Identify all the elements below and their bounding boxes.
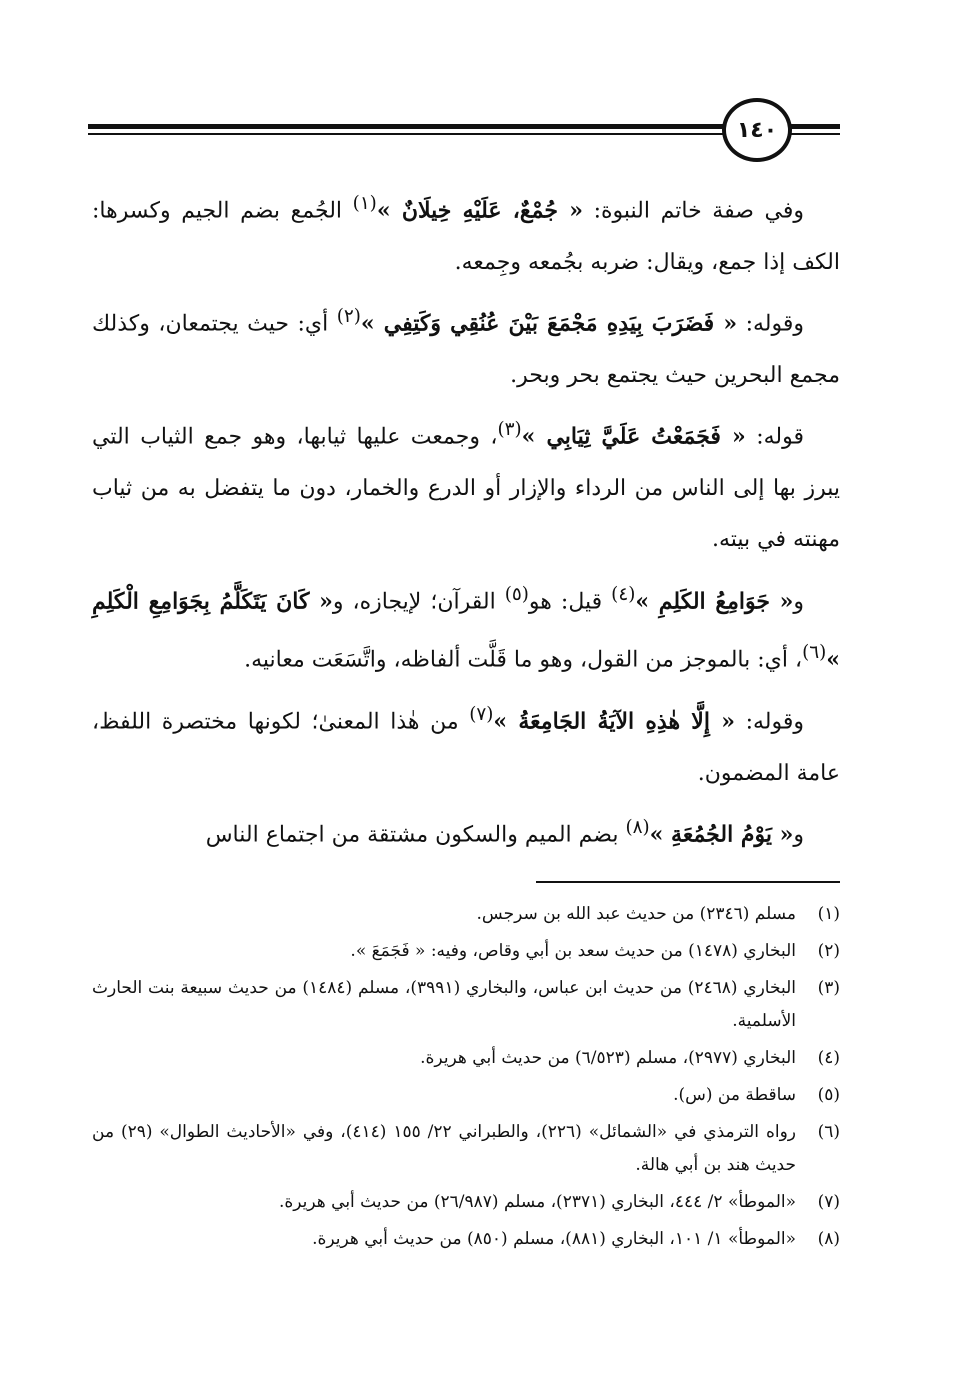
- paragraph-1: [92, 178, 840, 288]
- hadith-quote: « إِلَّا هٰذِهِ الآيَةُ الجَامِعَةُ »: [493, 708, 735, 735]
- footnote-ref: (٤): [611, 583, 636, 605]
- footnote-divider: [536, 881, 840, 883]
- paragraph-6: [92, 802, 840, 861]
- paragraph-text: ، وجمعت عليها ثيابها، وهو جمع الثياب التي يبرز بها إلى الناس من الرداء والإزار أو الدرع والخمار، دون ما يتفضل به من ثياب مهنته في بيته.: [92, 424, 840, 552]
- paragraph-text: قيل: هو: [528, 588, 612, 614]
- footnote-ref: (٦): [802, 642, 827, 664]
- paragraph-text: من هٰذا المعنىٰ؛ لكونها مختصرة اللفظ، عامة المضمون.: [92, 709, 840, 786]
- paragraph-text: القرآن؛ لإيجازه، و: [332, 588, 505, 614]
- footnote-text: ساقطة من (س).: [673, 1085, 796, 1105]
- footnote-text: «الموطأ» ٢/ ٤٤٤، البخاري (٢٣٧١)، مسلم (٢٦/٩٨٧) من حديث أبي هريرة.: [278, 1192, 796, 1212]
- paragraph-4: [92, 569, 840, 686]
- hadith-quote: « فَضَرَبَ بِيَدِهِ مَجْمَعَ بَيْنَ عُنُقِي وَكَتِفِي »: [360, 310, 738, 337]
- footnote-ref: (٧): [469, 704, 494, 726]
- footnote-number: (٦): [817, 1122, 840, 1142]
- footnotes: [92, 898, 840, 1260]
- footnote-item: [92, 1079, 840, 1112]
- paragraph-text: و: [793, 822, 804, 848]
- footnote-ref: (٨): [625, 817, 650, 839]
- footnote-item: [92, 1042, 840, 1075]
- footnote-item: [92, 972, 840, 1038]
- footnote-number: (٧): [817, 1192, 840, 1212]
- footnote-item: [92, 1116, 840, 1182]
- hadith-quote: « جُمْعٌ، عَلَيْهِ خِيلَانٌ »: [376, 197, 583, 224]
- paragraph-3: [92, 404, 840, 565]
- footnote-item: [92, 935, 840, 968]
- footnote-item: [92, 1223, 840, 1256]
- page-number: ١٤٠: [736, 117, 778, 143]
- hadith-quote: « كَانَ يَتَكَلَّمُ بِجَوَامِعِ الْكَلِمِ »: [92, 587, 840, 673]
- paragraph-text: ، أي: بالموجز من القول، وهو ما قَلَّت ألفاظه، واتَّسَعَت معانيه.: [244, 647, 803, 673]
- footnote-number: (٨): [817, 1229, 840, 1249]
- footnote-number: (٥): [817, 1085, 840, 1105]
- page-header: [88, 98, 840, 162]
- footnote-item: [92, 1186, 840, 1219]
- footnote-ref: (٣): [497, 419, 522, 441]
- paragraph-text: وقوله:: [737, 311, 804, 337]
- footnote-text: البخاري (٢٤٦٨) من حديث ابن عباس، والبخاري (٣٩٩١)، مسلم (١٤٨٤) من حديث سبيعة بنت الحارث الأسلمية.: [92, 978, 796, 1031]
- footnote-text: رواه الترمذي في «الشمائل» (٢٢٦)، والطبراني ٢٢/ ١٥٥ (٤١٤)، وفي «الأحاديث الطوال» (٢٩) من حديث هند بن أبي هالة.: [92, 1122, 796, 1175]
- paragraph-5: [92, 689, 840, 799]
- paragraph-2: [92, 291, 840, 401]
- page-number-badge: [722, 98, 792, 162]
- paragraph-text: و: [793, 588, 804, 614]
- footnote-ref: (١): [352, 193, 377, 214]
- hadith-quote: « جَوَامِعُ الكَلِمِ »: [635, 587, 794, 614]
- footnote-item: [92, 898, 840, 931]
- footnote-text: «الموطأ» ١/ ١٠١، البخاري (٨٨١)، مسلم (٨٥٠) من حديث أبي هريرة.: [312, 1229, 796, 1249]
- footnote-number: (٣): [817, 978, 840, 998]
- footnote-text: مسلم (٢٣٤٦) من حديث عبد الله بن سرجس.: [476, 904, 796, 924]
- footnote-text: البخاري (١٤٧٨) من حديث سعد بن أبي وقاص، وفيه: « فَجَمَعَ ».: [350, 941, 796, 961]
- paragraph-text: وقوله:: [734, 709, 804, 735]
- paragraph-text: الجُمع بضم الجيم وكسرها: الكف إذا جمع، ويقال: ضربه بجُمعه وجِمعه.: [92, 198, 840, 275]
- hadith-quote: « فَجَمَعْتُ عَلَيَّ ثِيَابِي »: [521, 423, 746, 450]
- paragraph-text: قوله:: [745, 424, 804, 450]
- footnote-text: البخاري (٢٩٧٧)، مسلم (٦/٥٢٣) من حديث أبي هريرة.: [420, 1048, 796, 1068]
- footnote-ref: (٥): [504, 583, 529, 605]
- footnote-number: (١): [817, 904, 840, 924]
- paragraph-text: وفي صفة خاتم النبوة:: [582, 198, 804, 224]
- footnote-ref: (٢): [336, 306, 361, 328]
- footnote-number: (٤): [817, 1048, 840, 1068]
- main-text: [92, 178, 840, 864]
- footnote-number: (٢): [817, 941, 840, 961]
- hadith-quote: « يَوْمُ الجُمُعَةِ »: [649, 821, 794, 848]
- paragraph-text: بضم الميم والسكون مشتقة من اجتماع الناس: [205, 822, 626, 848]
- paragraph-text: أي: حيث يجتمعان، وكذلك مجمع البحرين حيث يجتمع بحر وبحر.: [92, 311, 840, 388]
